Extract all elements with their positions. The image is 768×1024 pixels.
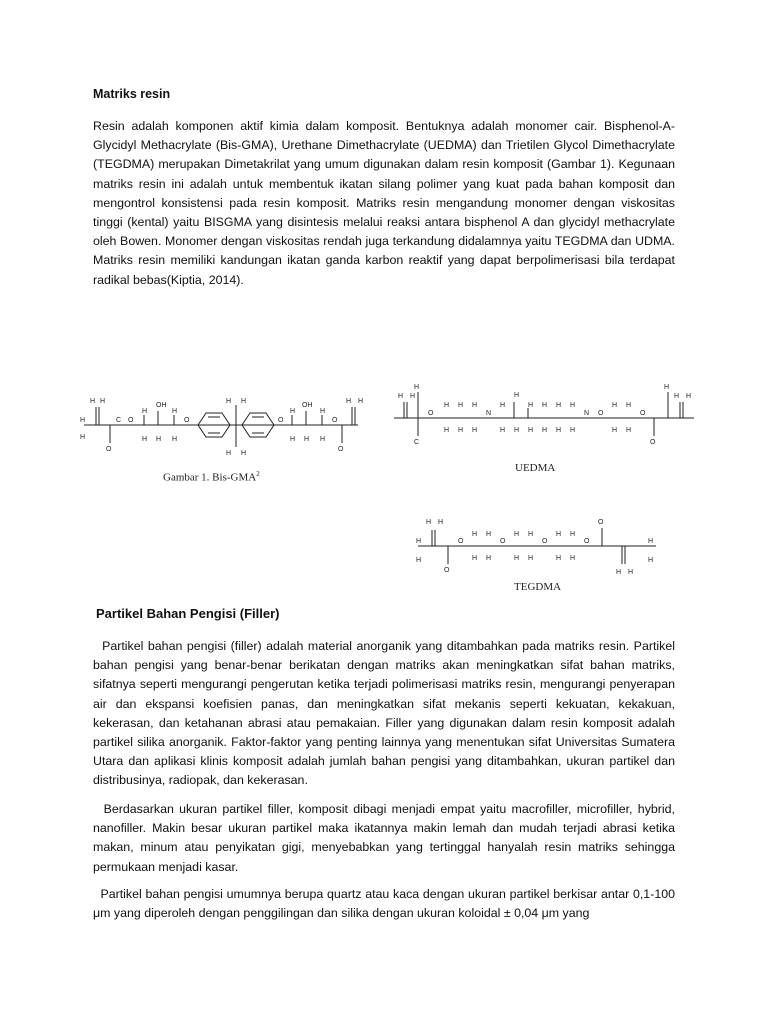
svg-text:H: H (570, 555, 576, 562)
section-heading-filler: Partikel Bahan Pengisi (Filler) (96, 606, 280, 621)
svg-text:H: H (514, 427, 520, 434)
svg-text:H: H (528, 427, 534, 434)
svg-text:H: H (570, 531, 576, 538)
svg-text:H: H (556, 427, 562, 434)
svg-text:H: H (648, 538, 654, 545)
svg-text:H: H (156, 436, 162, 443)
svg-text:O: O (428, 410, 434, 417)
svg-text:H: H (556, 531, 562, 538)
uedma-caption: UEDMA (515, 462, 556, 474)
svg-text:H: H (241, 398, 247, 405)
svg-text:H: H (674, 393, 680, 400)
svg-text:OH: OH (302, 402, 313, 409)
svg-text:H: H (414, 384, 420, 391)
svg-text:H: H (172, 436, 178, 443)
svg-text:O: O (542, 538, 548, 545)
paragraph-filler-1: Partikel bahan pengisi (filler) adalah material anorganik yang ditambahkan pada matriks resin. Partikel bahan pengisi yang benar-benar berikatan dengan matriks akan meningkatkan sifat bahan matriks, sifatnya seperti mengurangi pengerutan ketika terjadi polimerisasi matriks resin, mengurangi penyerapan air dan ekspansi koefisien panas, dan meningkatkan sifat mekanis seperti kekuatan, kekakuan, kekerasan, dan ketahanan abrasi atau pemakaian. Filler yang digunakan dalam resin komposit adalah partikel silika anorganik. Faktor-faktor yang penting lainnya yang menentukan sifat Universitas Sumatera Utara dan aplikasi klinis komposit adalah jumlah bahan pengisi yang ditambahkan, ukuran partikel dan distribusinya, radiopak, dan kekerasan. (93, 639, 675, 788)
svg-text:H: H (426, 519, 432, 526)
uedma-structure-figure (388, 380, 700, 450)
svg-text:O: O (598, 519, 604, 526)
svg-text:H: H (90, 398, 96, 405)
svg-text:H: H (346, 398, 352, 405)
svg-text:H: H (142, 436, 148, 443)
paragraph-matriks-resin: Resin adalah komponen aktif kimia dalam komposit. Bentuknya adalah monomer cair. Bisphenol-A-Glycidyl Methacrylate (Bis-GMA), Urethane Dimethacrylate (UEDMA) dan Trietilen Glycol Dimethacrylate (TEGDMA) merupakan Dimetakrilat yang umum digunakan dalam resin komposit (Gambar 1). Kegunaan matriks resin ini adalah untuk membentuk ikatan silang polimer yang kuat pada bahan komposit dan mengontrol konsistensi pada resin komposit. Matriks resin mengandung monomer dengan viskositas tinggi (kental) yaitu BISGMA yang disintesis melalui reaksi antara bisphenol A dan glycidyl methacrylate oleh Bowen. Monomer dengan viskositas rendah juga terkandung didalamnya yaitu TEGDMA dan UDMA. Matriks resin memiliki kandungan ikatan ganda karbon reaktif yang dapat berpolimerisasi bila terdapat radikal bebas(Kiptia, 2014). (93, 119, 675, 287)
svg-text:H: H (686, 393, 692, 400)
svg-text:O: O (106, 446, 112, 453)
svg-text:H: H (628, 569, 634, 576)
svg-text:O: O (332, 417, 338, 424)
svg-text:O: O (640, 410, 646, 417)
svg-text:H: H (472, 531, 478, 538)
svg-text:H: H (80, 417, 86, 424)
svg-text:H: H (172, 408, 178, 415)
svg-text:H: H (514, 531, 520, 538)
svg-text:H: H (664, 384, 670, 391)
svg-text:H: H (514, 392, 520, 399)
svg-text:N: N (486, 410, 492, 417)
svg-text:H: H (290, 408, 296, 415)
section-heading-matriks-resin: Matriks resin (93, 87, 171, 101)
svg-text:H: H (458, 402, 464, 409)
svg-text:H: H (458, 427, 464, 434)
svg-text:O: O (128, 417, 134, 424)
svg-text:H: H (528, 555, 534, 562)
svg-text:H: H (500, 427, 506, 434)
svg-text:O: O (500, 538, 506, 545)
svg-text:H: H (626, 427, 632, 434)
svg-text:H: H (358, 398, 364, 405)
svg-text:H: H (226, 450, 232, 457)
svg-text:H: H (542, 402, 548, 409)
svg-text:H: H (626, 402, 632, 409)
tegdma-structure-figure (412, 512, 662, 578)
svg-text:H: H (142, 408, 148, 415)
paragraph-filler-2: Berdasarkan ukuran partikel filler, komposit dibagi menjadi empat yaitu macrofiller, microfiller, hybrid, nanofiller. Makin besar ukuran partikel maka ikatannya makin lemah dan mudah terjadi abrasi ketika makan, minum atau penyikatan gigi, menyebabkan yang tertinggal hanyalah resin matriks sehingga permukaan menjadi kasar. (93, 802, 675, 874)
svg-text:H: H (570, 427, 576, 434)
svg-text:H: H (486, 531, 492, 538)
svg-text:H: H (398, 393, 404, 400)
svg-text:H: H (486, 555, 492, 562)
svg-text:H: H (444, 427, 450, 434)
svg-text:O: O (598, 410, 604, 417)
svg-text:H: H (304, 436, 310, 443)
svg-text:O: O (444, 567, 450, 574)
svg-text:H: H (241, 450, 247, 457)
svg-text:H: H (612, 427, 618, 434)
tegdma-caption: TEGDMA (514, 581, 562, 593)
paragraph-filler-3: Partikel bahan pengisi umumnya berupa quartz atau kaca dengan ukuran partikel berkisar antar 0,1-100 μm yang diperoleh dengan penggilingan dan silika dengan ukuran koloidal ± 0,04 μm yang (93, 887, 675, 921)
svg-text:H: H (100, 398, 106, 405)
svg-text:O: O (278, 417, 284, 424)
svg-text:O: O (184, 417, 190, 424)
svg-text:H: H (320, 436, 326, 443)
svg-text:H: H (556, 402, 562, 409)
svg-text:OH: OH (156, 402, 167, 409)
svg-text:H: H (416, 538, 422, 545)
svg-text:H: H (438, 519, 444, 526)
svg-text:H: H (290, 436, 296, 443)
bisgma-structure-figure (76, 385, 366, 460)
svg-text:H: H (514, 555, 520, 562)
svg-text:O: O (584, 538, 590, 545)
svg-text:H: H (472, 427, 478, 434)
svg-text:O: O (458, 538, 464, 545)
svg-text:C: C (116, 417, 122, 424)
svg-text:H: H (570, 402, 576, 409)
svg-text:H: H (612, 402, 618, 409)
bisgma-caption: Gambar 1. Bis-GMA$^2$ (163, 470, 260, 484)
svg-text:H: H (528, 531, 534, 538)
svg-text:H: H (410, 393, 416, 400)
svg-text:H: H (472, 402, 478, 409)
svg-text:H: H (226, 398, 232, 405)
svg-text:C: C (414, 439, 420, 446)
svg-text:H: H (528, 402, 534, 409)
svg-text:H: H (444, 402, 450, 409)
svg-text:H: H (416, 557, 422, 564)
svg-text:O: O (338, 446, 344, 453)
svg-text:H: H (542, 427, 548, 434)
svg-text:H: H (320, 408, 326, 415)
svg-text:N: N (584, 410, 590, 417)
svg-text:H: H (472, 555, 478, 562)
svg-text:O: O (650, 439, 656, 446)
svg-text:H: H (80, 434, 86, 441)
svg-text:H: H (556, 555, 562, 562)
svg-text:H: H (500, 402, 506, 409)
svg-text:H: H (648, 557, 654, 564)
svg-text:H: H (616, 569, 622, 576)
